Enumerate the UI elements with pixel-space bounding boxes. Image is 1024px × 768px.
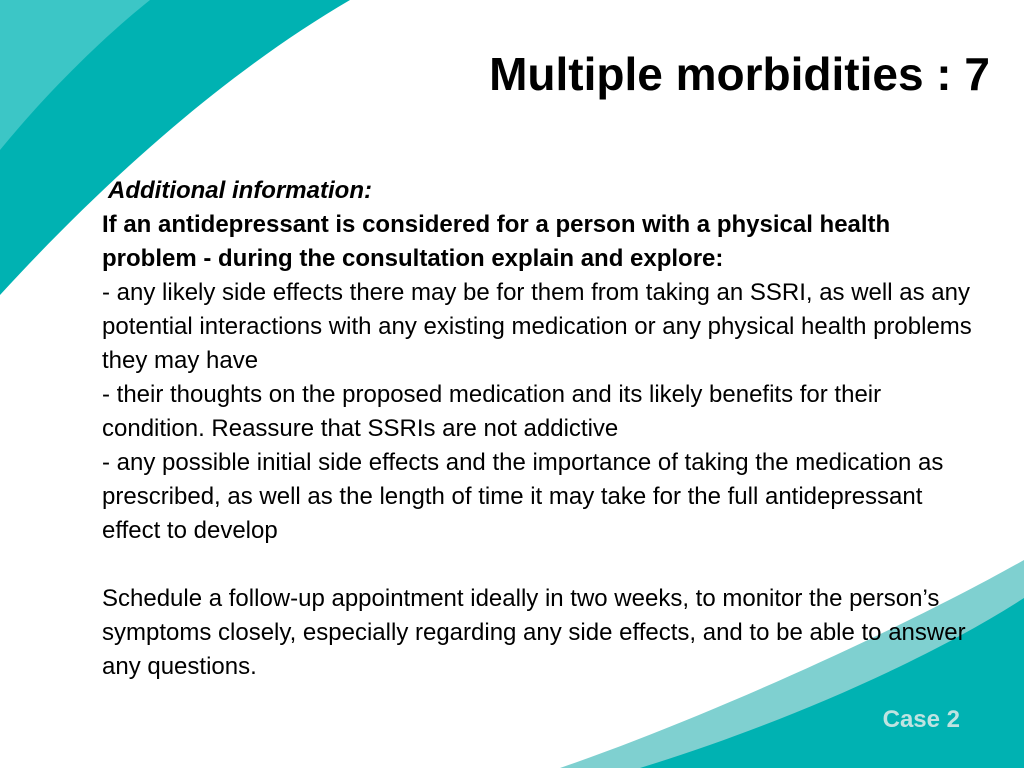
additional-info-heading: Additional information: bbox=[108, 177, 372, 204]
case-label: Case 2 bbox=[882, 706, 960, 733]
follow-up-paragraph: Schedule a follow-up appointment ideally in two weeks, to monitor the person’s symptoms closely, especially regarding any side effects, and to be able to answer any questions. bbox=[102, 585, 966, 680]
slide-title: Multiple morbidities : 7 bbox=[489, 48, 990, 100]
lead-statement: If an antidepressant is considered for a person with a physical health problem - during the consultation explain and explore: bbox=[102, 211, 891, 272]
slide-body bbox=[102, 174, 982, 684]
point-initial-effects: - any possible initial side effects and the importance of taking the medication as prescribed, as well as the length of time it may take for the full antidepressant effect to develop bbox=[102, 449, 944, 544]
point-side-effects: - any likely side effects there may be for them from taking an SSRI, as well as any potential interactions with any existing medication or any physical health problems they may have bbox=[102, 279, 972, 374]
point-thoughts: - their thoughts on the proposed medication and its likely benefits for their condition. Reassure that SSRIs are not addictive bbox=[102, 381, 882, 442]
paragraph-gap bbox=[102, 548, 982, 582]
